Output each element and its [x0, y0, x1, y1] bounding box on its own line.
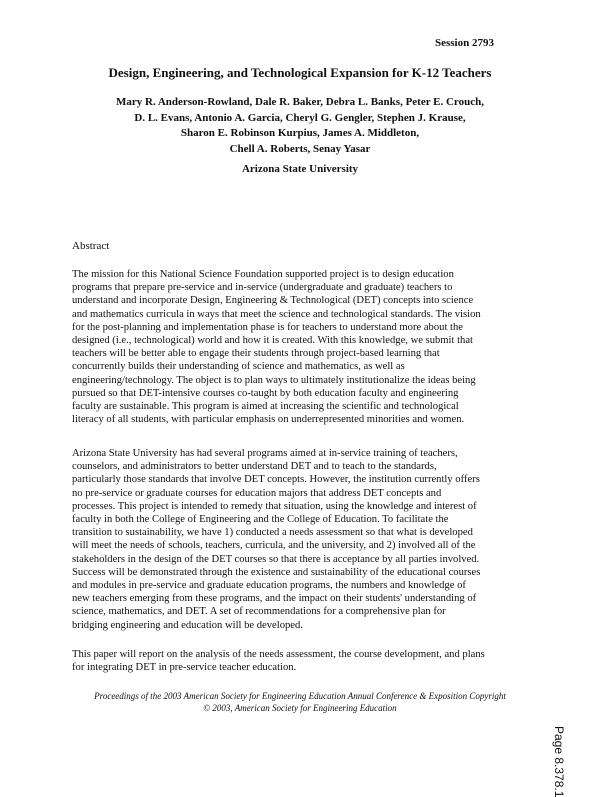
text-line: The mission for this National Science Foundation supported project is to design education: [72, 269, 454, 280]
proceedings-footer: [0, 690, 600, 714]
author-line: Chell A. Roberts, Senay Yasar: [229, 142, 371, 155]
text-line: designed (i.e., technological) world and how it is created. With this knowledge, we submit that: [72, 335, 473, 347]
text-line: processes. This project is intended to remedy that situation, using the knowledge and interest of: [72, 500, 477, 512]
author-line: Mary R. Anderson-Rowland, Dale R. Baker, Debra L. Banks, Peter E. Crouch,: [115, 96, 484, 108]
author-list: [0, 95, 600, 157]
text-line: stakeholders in the design of the DET courses so that there is acceptance by all parties involved.: [72, 553, 480, 565]
session-number: Session 2793: [435, 37, 494, 49]
text-line: pursued so that DET-intensive courses co-taught by both education faculty and engineering: [72, 387, 459, 399]
text-line: literacy of all students, with particular emphasis on underrepresented minorities and women.: [72, 414, 465, 426]
footer-proceedings-line: Proceedings of the 2003 American Society for Engineering Education Annual Conference & Exposition Copyright: [94, 691, 506, 701]
text-line: and mathematics curricula in ways that meet the science and technological standards. The vision: [72, 308, 481, 320]
author-line: D. L. Evans, Antonio A. Garcia, Cheryl G. Gengler, Stephen J. Krause,: [134, 111, 466, 124]
text-line: no pre-service or graduate courses for education majors that address DET concepts and: [72, 487, 442, 499]
text-line: Arizona State University has had several programs aimed at in-service training of teachers,: [72, 448, 458, 459]
text-line: for integrating DET in pre-service teacher education.: [72, 662, 297, 674]
text-line: and modules in pre-service and graduate education programs, the numbers and knowledge of: [72, 580, 466, 592]
page-number-stamp: Page 8.378.1: [552, 726, 566, 797]
text-line: programs that prepare pre-service and in-service (undergraduate and graduate) teachers to: [72, 282, 453, 294]
text-line: Success will be demonstrated through the existence and sustainability of the educational courses: [72, 566, 481, 578]
affiliation: Arizona State University: [241, 163, 359, 175]
text-line: bridging engineering and education will be developed.: [72, 619, 303, 631]
text-line: teachers will be better able to engage their students through project-based learning that: [72, 348, 440, 360]
text-line: faculty are sustainable. This program is aimed at increasing the scientific and technological: [72, 401, 459, 413]
abstract-paragraph-3: [72, 648, 542, 674]
text-line: new teachers emerging from these programs, and the impact on their students' understanding of: [72, 593, 477, 605]
text-line: concurrently builds their understanding of science and mathematics, as well as: [72, 361, 405, 373]
text-line: science, mathematics, and DET. A set of recommendations for a comprehensive plan for: [72, 606, 446, 618]
text-line: counselors, and administrators to better understand DET and to teach to the standards,: [72, 461, 437, 473]
text-line: will meet the needs of schools, teachers, curricula, and the university, and 2) involved all of the: [72, 540, 476, 552]
abstract-heading: Abstract: [72, 240, 110, 252]
text-line: transition to sustainability, we have 1) conducted a needs assessment so that what is developed: [72, 527, 473, 539]
text-line: particularly those standards that involve DET concepts. However, the institution currently offers: [72, 474, 480, 486]
text-line: understand and incorporate Design, Engineering & Technological (DET) concepts into science: [72, 295, 474, 307]
author-line: Sharon E. Robinson Kurpius, James A. Middleton,: [180, 127, 420, 139]
text-line: This paper will report on the analysis of the needs assessment, the course development, and plans: [72, 649, 485, 660]
abstract-paragraph-1: [72, 268, 542, 426]
text-line: for the post-planning and implementation phase is for teachers to understand more about the: [72, 321, 463, 333]
paper-title: Design, Engineering, and Technological Expansion for K-12 Teachers: [108, 65, 492, 80]
footer-copyright-line: © 2003, American Society for Engineering Education: [203, 703, 397, 713]
abstract-paragraph-2: [72, 447, 542, 632]
text-line: faculty in both the College of Engineering and the College of Education. To facilitate the: [72, 514, 449, 526]
text-line: engineering/technology. The object is to plan ways to ultimately institutionalize the ideas being: [72, 374, 476, 386]
